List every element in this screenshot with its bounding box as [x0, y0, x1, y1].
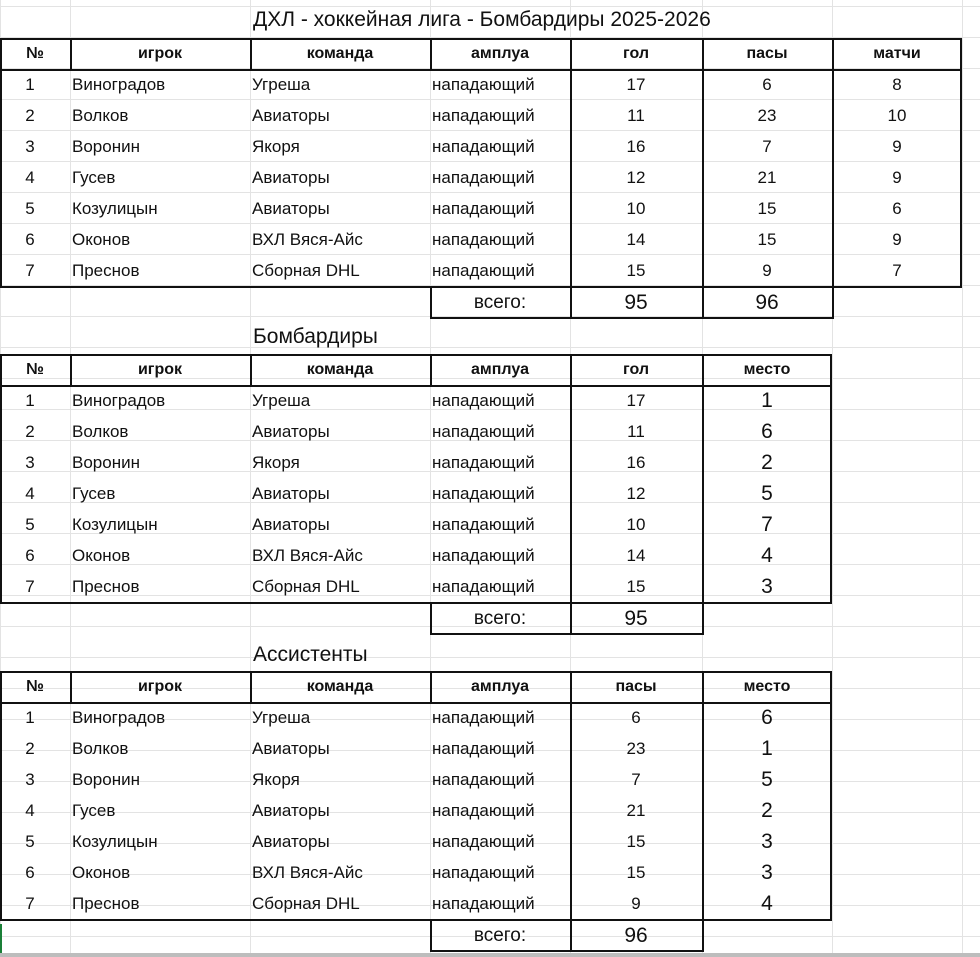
- table-cell[interactable]: нападающий: [432, 106, 535, 125]
- horizontal-scrollbar[interactable]: [0, 953, 980, 957]
- table-cell[interactable]: Виноградов: [72, 75, 166, 94]
- table-cell[interactable]: 4: [25, 484, 35, 503]
- table-cell[interactable]: нападающий: [432, 770, 535, 789]
- table-cell[interactable]: 16: [626, 453, 646, 472]
- table-cell[interactable]: Оконов: [72, 230, 131, 249]
- table-border: [0, 671, 2, 921]
- table-cell[interactable]: 3: [761, 575, 773, 598]
- table-border: [0, 38, 962, 40]
- column-header[interactable]: гол: [623, 361, 649, 378]
- total-value: 95: [624, 607, 648, 630]
- table-cell[interactable]: нападающий: [432, 708, 535, 727]
- table-cell[interactable]: 17: [626, 75, 646, 94]
- table-cell[interactable]: 7: [25, 577, 35, 596]
- grid-column-line: [962, 0, 963, 957]
- table-cell[interactable]: 1: [25, 75, 35, 94]
- total-label: всего:: [473, 608, 527, 629]
- table-cell[interactable]: Авиаторы: [252, 199, 330, 218]
- table-cell[interactable]: 15: [626, 832, 646, 851]
- column-header[interactable]: гол: [623, 45, 649, 62]
- table-cell[interactable]: 3: [25, 453, 35, 472]
- table-cell[interactable]: Воронин: [72, 137, 140, 156]
- table-border: [0, 69, 962, 71]
- table-cell[interactable]: Волков: [72, 106, 129, 125]
- table-border: [702, 702, 704, 919]
- table-cell[interactable]: Авиаторы: [252, 106, 330, 125]
- table-cell[interactable]: 14: [626, 546, 646, 565]
- table-cell[interactable]: 12: [626, 484, 646, 503]
- table-cell[interactable]: 3: [761, 861, 773, 884]
- table-cell[interactable]: Волков: [72, 422, 129, 441]
- table-border: [0, 354, 832, 356]
- column-header[interactable]: амплуа: [471, 678, 529, 695]
- table-border: [830, 671, 832, 921]
- column-header[interactable]: амплуа: [471, 45, 529, 62]
- table-border: [250, 354, 252, 385]
- table-border: [702, 38, 704, 69]
- table-border: [570, 69, 572, 286]
- column-header[interactable]: команда: [306, 361, 374, 378]
- table-border: [570, 354, 572, 385]
- table-cell[interactable]: 5: [25, 832, 35, 851]
- total-label: всего:: [473, 292, 527, 313]
- table-cell[interactable]: 3: [25, 137, 35, 156]
- table-cell[interactable]: 9: [631, 894, 641, 913]
- table-cell[interactable]: Авиаторы: [252, 832, 330, 851]
- table-cell[interactable]: 7: [762, 137, 772, 156]
- table-cell[interactable]: 6: [25, 863, 35, 882]
- table-cell[interactable]: 4: [25, 801, 35, 820]
- table-cell[interactable]: 15: [757, 199, 777, 218]
- table-cell[interactable]: Авиаторы: [252, 739, 330, 758]
- table-border: [430, 354, 432, 385]
- table-cell[interactable]: 2: [25, 106, 35, 125]
- table-border: [430, 671, 432, 702]
- table-cell[interactable]: 15: [757, 230, 777, 249]
- table-border: [702, 919, 704, 952]
- table-cell[interactable]: 1: [25, 391, 35, 410]
- table-cell[interactable]: Оконов: [72, 546, 131, 565]
- total-label: всего:: [473, 925, 527, 946]
- column-header[interactable]: игрок: [137, 678, 183, 695]
- table-border: [702, 602, 704, 635]
- table-border: [430, 38, 432, 69]
- table-border: [702, 69, 704, 286]
- column-header[interactable]: место: [743, 361, 791, 378]
- table-cell[interactable]: нападающий: [432, 261, 535, 280]
- table-cell[interactable]: нападающий: [432, 484, 535, 503]
- scorers-title: Бомбардиры: [253, 325, 378, 348]
- table-border: [0, 354, 2, 604]
- table-cell[interactable]: ВХЛ Вяся-Айс: [252, 546, 363, 565]
- table-cell[interactable]: нападающий: [432, 894, 535, 913]
- table-cell[interactable]: нападающий: [432, 230, 535, 249]
- table-border: [0, 671, 832, 673]
- total-value: 96: [624, 924, 648, 947]
- column-header[interactable]: №: [26, 678, 44, 695]
- table-cell[interactable]: Авиаторы: [252, 515, 330, 534]
- table-border: [702, 354, 704, 385]
- table-cell[interactable]: 5: [761, 768, 773, 791]
- table-cell[interactable]: 3: [761, 830, 773, 853]
- table-cell[interactable]: 11: [627, 422, 645, 441]
- table-border: [0, 602, 832, 604]
- column-header[interactable]: команда: [306, 45, 374, 62]
- column-header[interactable]: амплуа: [471, 361, 529, 378]
- table-cell[interactable]: Авиаторы: [252, 168, 330, 187]
- table-cell[interactable]: ВХЛ Вяся-Айс: [252, 230, 363, 249]
- table-cell[interactable]: 15: [626, 863, 646, 882]
- table-cell[interactable]: 2: [25, 422, 35, 441]
- column-header[interactable]: игрок: [137, 361, 183, 378]
- table-cell[interactable]: 6: [25, 546, 35, 565]
- table-cell[interactable]: 2: [25, 739, 35, 758]
- table-cell[interactable]: 6: [762, 75, 772, 94]
- assists-title: Ассистенты: [253, 643, 368, 666]
- table-cell[interactable]: нападающий: [432, 199, 535, 218]
- table-cell[interactable]: 17: [626, 391, 646, 410]
- table-cell[interactable]: Авиаторы: [252, 484, 330, 503]
- table-cell[interactable]: Авиаторы: [252, 801, 330, 820]
- table-cell[interactable]: нападающий: [432, 546, 535, 565]
- table-cell[interactable]: 5: [25, 199, 35, 218]
- table-cell[interactable]: Волков: [72, 739, 129, 758]
- table-cell[interactable]: 4: [761, 544, 773, 567]
- table-border: [830, 354, 832, 604]
- table-border: [570, 702, 572, 919]
- table-cell[interactable]: 2: [761, 451, 773, 474]
- table-cell[interactable]: 7: [761, 513, 773, 536]
- column-header[interactable]: №: [26, 45, 44, 62]
- table-cell[interactable]: Козулицын: [72, 515, 158, 534]
- table-border: [570, 38, 572, 69]
- table-cell[interactable]: 12: [626, 168, 646, 187]
- table-cell[interactable]: Угреша: [252, 391, 311, 410]
- grid-row-line: [0, 657, 980, 658]
- table-cell[interactable]: нападающий: [432, 739, 535, 758]
- table-cell[interactable]: 21: [757, 168, 777, 187]
- table-cell[interactable]: Оконов: [72, 863, 131, 882]
- table-cell[interactable]: нападающий: [432, 168, 535, 187]
- column-header[interactable]: игрок: [137, 45, 183, 62]
- table-cell[interactable]: Преснов: [72, 577, 140, 596]
- table-cell[interactable]: 6: [25, 230, 35, 249]
- table-border: [70, 671, 72, 702]
- table-cell[interactable]: 7: [25, 261, 35, 280]
- table-cell[interactable]: 23: [757, 106, 777, 125]
- table-cell[interactable]: 2: [761, 799, 773, 822]
- table-cell[interactable]: 6: [631, 708, 641, 727]
- table-border: [0, 919, 832, 921]
- table-cell[interactable]: нападающий: [432, 453, 535, 472]
- table-border: [832, 38, 834, 69]
- table-border: [570, 385, 572, 602]
- table-cell[interactable]: 15: [626, 261, 646, 280]
- table-cell[interactable]: нападающий: [432, 75, 535, 94]
- table-cell[interactable]: 23: [626, 739, 646, 758]
- table-border: [570, 671, 572, 702]
- table-cell[interactable]: 8: [892, 75, 902, 94]
- table-border: [0, 385, 832, 387]
- table-cell[interactable]: 6: [761, 706, 773, 729]
- table-cell[interactable]: 10: [887, 106, 907, 125]
- table-cell[interactable]: Якоря: [252, 137, 300, 156]
- table-cell[interactable]: Сборная DHL: [252, 577, 360, 596]
- table-border: [0, 702, 832, 704]
- table-cell[interactable]: Угреша: [252, 708, 311, 727]
- table-cell[interactable]: Якоря: [252, 770, 300, 789]
- table-cell[interactable]: нападающий: [432, 801, 535, 820]
- table-cell[interactable]: 6: [892, 199, 902, 218]
- table-border: [70, 354, 72, 385]
- table-cell[interactable]: Якоря: [252, 453, 300, 472]
- column-header[interactable]: пасы: [615, 678, 657, 695]
- column-header[interactable]: пасы: [746, 45, 788, 62]
- table-cell[interactable]: 16: [626, 137, 646, 156]
- table-cell[interactable]: 1: [761, 737, 773, 760]
- total-goals: 95: [624, 291, 648, 314]
- table-cell[interactable]: Виноградов: [72, 391, 166, 410]
- table-cell[interactable]: 11: [627, 106, 645, 125]
- table-cell[interactable]: нападающий: [432, 577, 535, 596]
- table-cell[interactable]: 1: [25, 708, 35, 727]
- table-border: [0, 38, 2, 288]
- table-cell[interactable]: 7: [892, 261, 902, 280]
- table-border: [832, 286, 834, 319]
- table-cell[interactable]: нападающий: [432, 137, 535, 156]
- table-cell[interactable]: 21: [626, 801, 646, 820]
- table-cell[interactable]: 7: [25, 894, 35, 913]
- table-cell[interactable]: Гусев: [72, 484, 116, 503]
- table-cell[interactable]: 1: [761, 389, 773, 412]
- table-cell[interactable]: Авиаторы: [252, 422, 330, 441]
- table-border: [250, 38, 252, 69]
- table-cell[interactable]: 15: [626, 577, 646, 596]
- table-cell[interactable]: нападающий: [432, 391, 535, 410]
- table-cell[interactable]: 7: [631, 770, 641, 789]
- sheet-title: ДХЛ - хоккейная лига - Бомбардиры 2025-2026: [253, 8, 711, 31]
- table-cell[interactable]: Воронин: [72, 453, 140, 472]
- total-assists: 96: [755, 291, 779, 314]
- table-cell[interactable]: ВХЛ Вяся-Айс: [252, 863, 363, 882]
- table-cell[interactable]: Сборная DHL: [252, 894, 360, 913]
- table-cell[interactable]: Гусев: [72, 168, 116, 187]
- column-header[interactable]: команда: [306, 678, 374, 695]
- table-cell[interactable]: Угреша: [252, 75, 311, 94]
- column-header[interactable]: матчи: [873, 45, 921, 62]
- table-cell[interactable]: Виноградов: [72, 708, 166, 727]
- table-cell[interactable]: 9: [892, 168, 902, 187]
- table-cell[interactable]: Воронин: [72, 770, 140, 789]
- table-cell[interactable]: Сборная DHL: [252, 261, 360, 280]
- table-cell[interactable]: нападающий: [432, 422, 535, 441]
- table-cell[interactable]: 10: [626, 515, 646, 534]
- table-cell[interactable]: 5: [25, 515, 35, 534]
- table-cell[interactable]: 9: [762, 261, 772, 280]
- table-border: [250, 671, 252, 702]
- table-cell[interactable]: 9: [892, 137, 902, 156]
- table-cell[interactable]: 6: [761, 420, 773, 443]
- table-cell[interactable]: Преснов: [72, 894, 140, 913]
- selection-marker: [0, 924, 2, 954]
- column-header[interactable]: №: [26, 361, 44, 378]
- table-cell[interactable]: 3: [25, 770, 35, 789]
- grid-row-line: [0, 347, 980, 348]
- table-border: [702, 671, 704, 702]
- table-cell[interactable]: 4: [25, 168, 35, 187]
- table-cell[interactable]: нападающий: [432, 832, 535, 851]
- table-cell[interactable]: 5: [761, 482, 773, 505]
- table-cell[interactable]: 4: [761, 892, 773, 915]
- table-cell[interactable]: Козулицын: [72, 832, 158, 851]
- table-border: [70, 38, 72, 69]
- table-cell[interactable]: нападающий: [432, 863, 535, 882]
- table-cell[interactable]: Козулицын: [72, 199, 158, 218]
- table-cell[interactable]: Преснов: [72, 261, 140, 280]
- table-cell[interactable]: Гусев: [72, 801, 116, 820]
- table-border: [702, 385, 704, 602]
- table-cell[interactable]: 14: [626, 230, 646, 249]
- table-border: [960, 38, 962, 288]
- column-header[interactable]: место: [743, 678, 791, 695]
- table-border: [832, 69, 834, 286]
- table-cell[interactable]: 10: [626, 199, 646, 218]
- table-cell[interactable]: нападающий: [432, 515, 535, 534]
- table-cell[interactable]: 9: [892, 230, 902, 249]
